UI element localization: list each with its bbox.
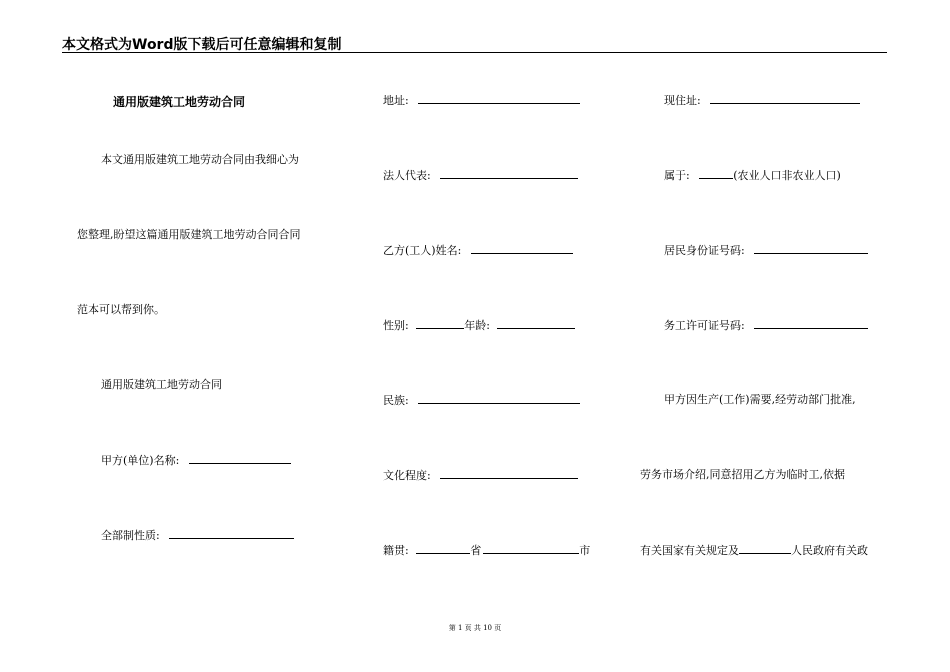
age-label: 年龄: — [464, 319, 490, 332]
address-blank[interactable] — [418, 93, 580, 104]
ownership-blank[interactable] — [169, 528, 294, 539]
belongs-to-label: 属于: — [664, 169, 690, 182]
id-number-label: 居民身份证号码: — [664, 244, 745, 257]
ethnicity-blank[interactable] — [418, 393, 580, 404]
age-blank[interactable] — [497, 318, 575, 329]
education-blank[interactable] — [440, 468, 578, 479]
legal-rep-label: 法人代表: — [383, 169, 431, 182]
gender-blank[interactable] — [416, 318, 464, 329]
party-b-name-row — [383, 243, 573, 258]
current-address-label: 现住址: — [664, 94, 701, 107]
legal-rep-row — [383, 168, 578, 183]
ethnicity-label: 民族: — [383, 394, 409, 407]
work-permit-label: 务工许可证号码: — [664, 319, 745, 332]
gender-label: 性别: — [383, 319, 409, 332]
city-blank[interactable] — [483, 543, 579, 554]
ownership-label: 全部制性质: — [101, 529, 160, 542]
intro-line-3: 范本可以帮到你。 — [77, 303, 165, 316]
ethnicity-row — [383, 393, 580, 408]
province-label: 省 — [470, 544, 482, 557]
id-number-row — [664, 243, 868, 258]
clause-line-2: 劳务市场介绍,同意招用乙方为临时工,依据 — [640, 468, 845, 481]
address-label: 地址: — [383, 94, 409, 107]
address-row — [383, 93, 580, 108]
education-row — [383, 468, 578, 483]
work-permit-row — [664, 318, 868, 333]
gender-age-row — [383, 318, 575, 333]
education-label: 文化程度: — [383, 469, 431, 482]
id-number-blank[interactable] — [754, 243, 868, 254]
belongs-to-blank[interactable] — [699, 168, 733, 179]
current-address-blank[interactable] — [710, 93, 860, 104]
native-place-row — [383, 543, 590, 558]
party-a-name-row — [101, 453, 291, 468]
clause-line-3 — [640, 543, 868, 558]
government-blank[interactable] — [739, 543, 791, 554]
party-b-name-blank[interactable] — [471, 243, 573, 254]
belongs-to-row — [664, 168, 841, 183]
party-a-name-label: 甲方(单位)名称: — [101, 454, 180, 467]
ownership-row — [101, 528, 294, 543]
clause-line-3-end: 人民政府有关政 — [791, 544, 868, 557]
intro-line-2: 您整理,盼望这篇通用版建筑工地劳动合同合同 — [77, 228, 301, 241]
document-header: 本文格式为Word版下载后可任意编辑和复制 — [62, 37, 342, 53]
current-address-row — [664, 93, 860, 108]
province-blank[interactable] — [416, 543, 470, 554]
city-label: 市 — [579, 544, 591, 557]
clause-line-1: 甲方因生产(工作)需要,经劳动部门批准, — [664, 393, 856, 406]
hukou-type-text: (农业人口非农业人口) — [733, 169, 841, 182]
party-b-name-label: 乙方(工人)姓名: — [383, 244, 462, 257]
party-a-name-blank[interactable] — [189, 453, 291, 464]
page-footer: 第 1 页 共 10 页 — [448, 624, 502, 632]
legal-rep-blank[interactable] — [440, 168, 578, 179]
intro-line-1: 本文通用版建筑工地劳动合同由我细心为 — [101, 153, 299, 166]
native-place-label: 籍贯: — [383, 544, 409, 557]
document-title: 通用版建筑工地劳动合同 — [113, 95, 246, 109]
clause-line-3-start: 有关国家有关规定及 — [640, 544, 739, 557]
work-permit-blank[interactable] — [754, 318, 868, 329]
header-rule — [62, 52, 887, 53]
contract-subtitle: 通用版建筑工地劳动合同 — [101, 378, 222, 391]
